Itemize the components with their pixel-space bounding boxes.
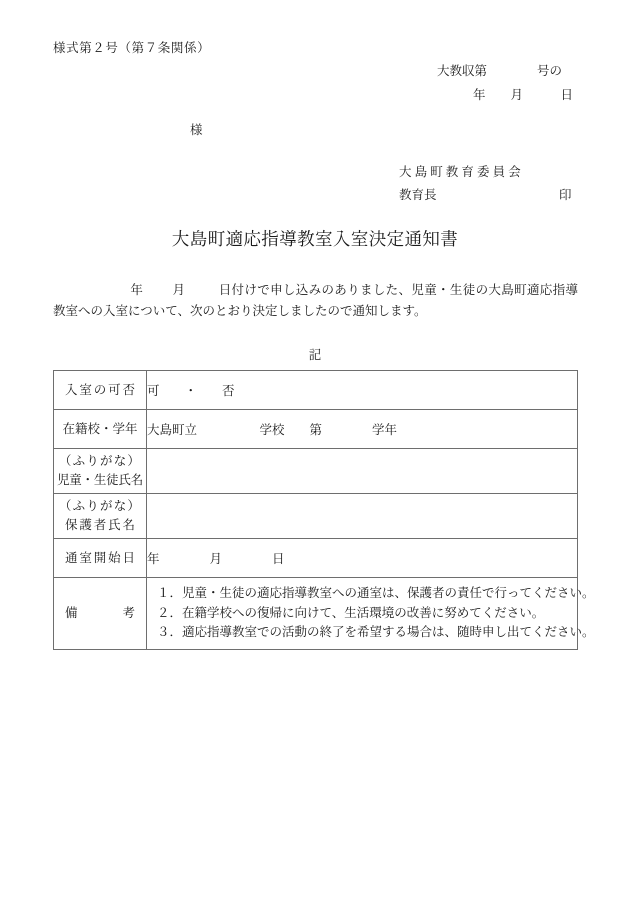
table-row [54, 539, 578, 578]
body-line-1: 日付けで申し込みのありました、児童・生徒の大島町適応指導教室 [53, 283, 578, 318]
row-value-school-grade[interactable]: 大島町立 学校 第 学年 [147, 410, 578, 449]
issuer-title: 教育長 [399, 188, 437, 202]
addressee-line: 様 [190, 123, 203, 137]
issuer-organization: 大島町教育委員会 [399, 165, 524, 179]
row-value-student-name[interactable] [147, 449, 578, 494]
table-row [54, 494, 578, 539]
body-paragraph [53, 280, 578, 322]
row-label-student-name: （ふりがな） 児童・生徒氏名 [54, 449, 147, 494]
remarks-list [147, 578, 595, 649]
body-date-year: 年 [130, 283, 144, 297]
row-label-guardian-name: （ふりがな） 保護者氏名 [54, 494, 147, 539]
document-date: 年 月 日 [473, 88, 574, 102]
list-item: ２．在籍学校への復帰に向けて、生活環境の改善に努めてください。 [157, 605, 545, 620]
body-line-2: への入室について、次のとおり決定しましたので通知します。 [78, 304, 427, 318]
row-value-guardian-name[interactable] [147, 494, 578, 539]
row-label-admission-decision: 入室の可否 [54, 371, 147, 410]
seal-mark: 印 [559, 188, 572, 202]
body-date-month: 月 [172, 283, 186, 297]
table-row [54, 410, 578, 449]
list-item: １．児童・生徒の適応指導教室への通室は、保護者の責任で行ってください。 [157, 586, 595, 600]
list-item: ３．適応指導教室での活動の終了を希望する場合は、随時申し出てください。 [157, 625, 595, 639]
decision-form-table [53, 370, 595, 650]
row-value-remarks [147, 578, 595, 650]
table-row [54, 371, 578, 410]
ki-mark: 記 [308, 348, 322, 362]
row-label-school-grade: 在籍校・学年 [54, 410, 147, 449]
form-number: 様式第２号（第７条関係） [53, 41, 211, 55]
row-value-start-date[interactable]: 年 月 日 [147, 539, 578, 578]
page-title: 大島町適応指導教室入室決定通知書 [171, 229, 459, 249]
table-row [54, 449, 578, 494]
row-value-admission-decision[interactable]: 可 ・ 否 [147, 371, 578, 410]
row-label-remarks: 備考 [54, 578, 147, 650]
row-label-start-date: 通室開始日 [54, 539, 147, 578]
table-row [54, 578, 578, 650]
document-number: 大教収第 号の [437, 64, 563, 78]
